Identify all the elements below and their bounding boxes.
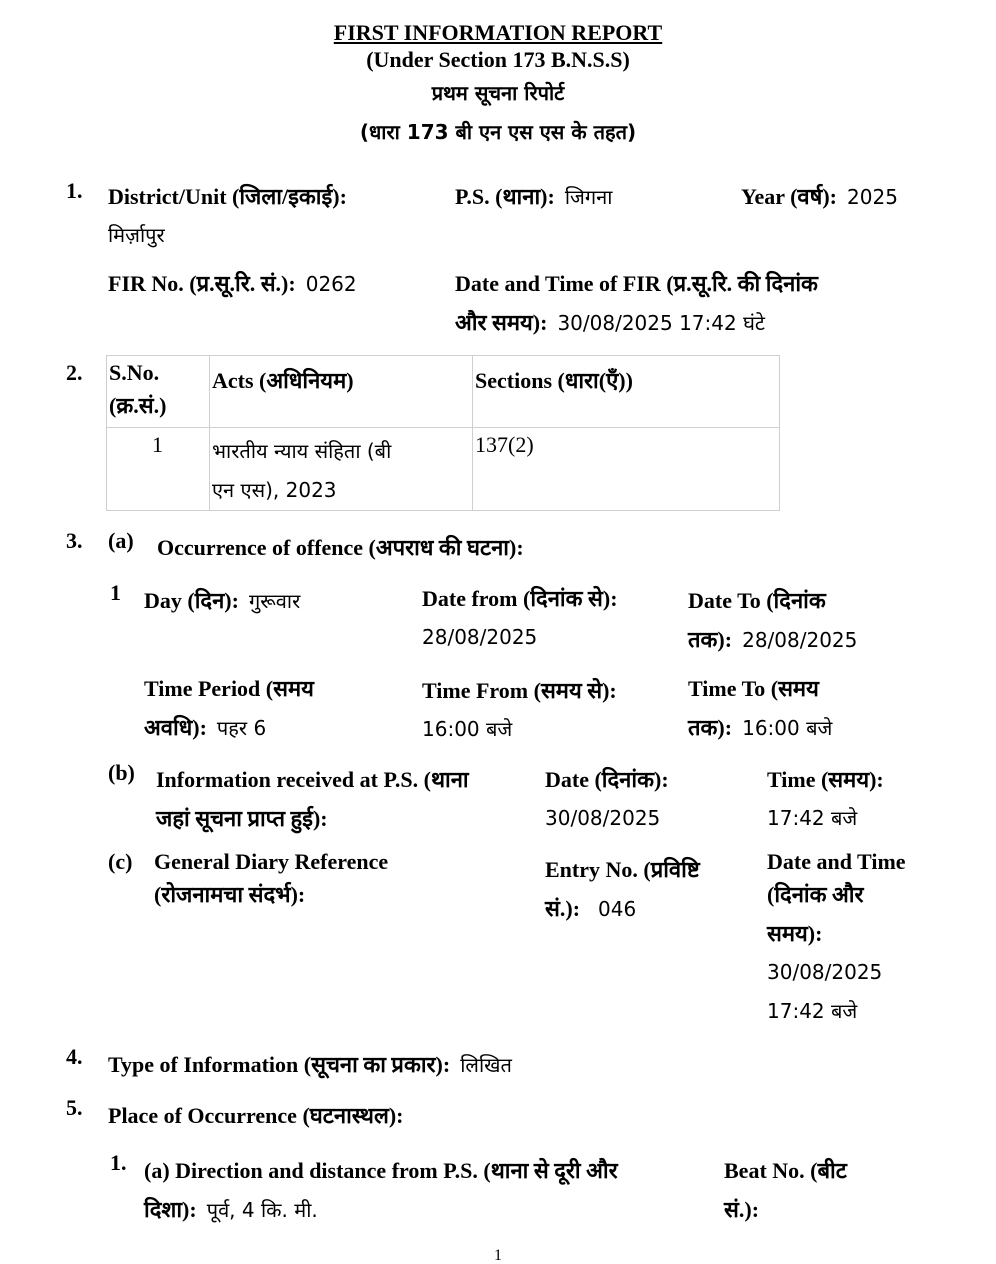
- section-3-number: 3.: [66, 528, 83, 553]
- date-to-value: 28/08/2025: [742, 628, 858, 652]
- entry-no-value: 046: [598, 897, 637, 921]
- diary-ref-label-2: (रोजनामचा संदर्भ):: [154, 882, 306, 907]
- diary-datetime-label-2: (दिनांक और: [767, 882, 864, 907]
- entry-no: [545, 898, 636, 920]
- section-1-number: 1.: [66, 178, 83, 203]
- table-header-sections: Sections (धारा(एँ)): [475, 368, 633, 393]
- district-value: मिर्ज़ापुर: [108, 223, 165, 247]
- fir-datetime: [455, 312, 765, 334]
- diary-date-value: 30/08/2025: [767, 960, 883, 984]
- diary-ref-label: General Diary Reference: [154, 849, 389, 874]
- time-period: [144, 717, 266, 739]
- section-4-number: 4.: [66, 1044, 83, 1069]
- direction-distance-value: पूर्व, 4 कि. मी.: [206, 1198, 318, 1222]
- date-from-value: 28/08/2025: [422, 625, 538, 649]
- ps-value: जिगना: [564, 185, 613, 209]
- beat-no-label: Beat No. (बीट: [724, 1158, 847, 1183]
- beat-no-label-2: सं.):: [724, 1197, 760, 1222]
- info-date-value: 30/08/2025: [545, 806, 661, 830]
- time-to: [688, 717, 832, 739]
- info-received-label-2: जहां सूचना प्राप्त हुई):: [156, 806, 328, 831]
- table-divider: [209, 356, 210, 510]
- fir-label: FIR No. (प्र.सू.रि. सं.):: [108, 271, 296, 296]
- date-from-label: Date from (दिनांक से):: [422, 586, 618, 611]
- occurrence-item-number: 1: [110, 580, 121, 605]
- table-header-acts: Acts (अधिनियम): [212, 368, 354, 393]
- time-from-label: Time From (समय से):: [422, 678, 617, 703]
- date-to: [688, 629, 857, 651]
- day: [144, 590, 300, 612]
- year: [741, 186, 898, 208]
- fir-datetime-value: 30/08/2025 17:42 घंटे: [557, 311, 765, 335]
- time-period-label-2: अवधि):: [144, 715, 207, 740]
- direction-distance-label-2: दिशा):: [144, 1197, 197, 1222]
- time-from-value: 16:00 बजे: [422, 717, 513, 741]
- information-type: [108, 1054, 512, 1076]
- occurrence-title: Occurrence of offence (अपराध की घटना):: [157, 535, 524, 560]
- diary-datetime-label-3: समय):: [767, 921, 823, 946]
- table-cell-act-2: एन एस), 2023: [212, 478, 337, 502]
- direction-distance: [144, 1199, 318, 1221]
- time-to-label-2: तक):: [688, 715, 733, 740]
- info-time-label: Time (समय):: [767, 767, 884, 792]
- entry-no-label-2: सं.):: [545, 896, 581, 921]
- diary-datetime-label: Date and Time: [767, 849, 906, 874]
- information-type-label: Type of Information (सूचना का प्रकार):: [108, 1052, 451, 1077]
- day-label: Day (दिन):: [144, 588, 239, 613]
- sub-c-label: (c): [108, 849, 133, 874]
- time-period-label: Time Period (समय: [144, 676, 314, 701]
- diary-time-value: 17:42 बजे: [767, 999, 858, 1023]
- time-period-value: पहर 6: [216, 716, 267, 740]
- date-to-label: Date To (दिनांक: [688, 588, 826, 613]
- info-date-label: Date (दिनांक):: [545, 767, 669, 792]
- table-divider: [107, 427, 779, 428]
- fir-datetime-label-2: और समय):: [455, 310, 548, 335]
- fir-datetime-label: Date and Time of FIR (प्र.सू.रि. की दिनांक: [455, 271, 818, 296]
- place-of-occurrence-label: Place of Occurrence (घटनास्थल):: [108, 1103, 404, 1128]
- report-title: FIRST INFORMATION REPORT: [333, 20, 663, 45]
- entry-no-label: Entry No. (प्रविष्टि: [545, 857, 700, 882]
- table-header-sno: S.No.: [109, 360, 160, 385]
- sub-a-label: (a): [108, 528, 134, 553]
- fir-number: [108, 273, 357, 295]
- table-cell-section: 137(2): [475, 432, 534, 457]
- info-time-value: 17:42 बजे: [767, 806, 858, 830]
- page-number: 1: [494, 1247, 502, 1264]
- ps-label: P.S. (थाना):: [455, 184, 555, 209]
- report-subtitle-hindi: (धारा 173 बी एन एस एस के तहत): [359, 120, 637, 144]
- direction-distance-label: (a) Direction and distance from P.S. (थाना से दूरी और: [144, 1158, 618, 1183]
- time-to-label: Time To (समय: [688, 676, 819, 701]
- table-cell-sno: 1: [152, 432, 163, 457]
- date-to-label-2: तक):: [688, 627, 733, 652]
- year-label: Year (वर्ष):: [741, 184, 838, 209]
- year-value: 2025: [847, 185, 898, 209]
- place-item-number: 1.: [110, 1150, 127, 1175]
- table-cell-act: भारतीय न्याय संहिता (बी: [212, 439, 392, 463]
- info-received-label: Information received at P.S. (थाना: [156, 767, 469, 792]
- sub-b-label: (b): [108, 760, 135, 785]
- section-2-number: 2.: [66, 360, 83, 385]
- report-title-hindi: प्रथम सूचना रिपोर्ट: [431, 81, 565, 105]
- section-5-number: 5.: [66, 1095, 83, 1120]
- acts-table: [106, 355, 780, 511]
- report-subtitle: (Under Section 173 B.N.S.S): [366, 47, 630, 72]
- day-value: गुरूवार: [248, 589, 301, 613]
- information-type-value: लिखित: [460, 1053, 512, 1077]
- police-station: [455, 186, 612, 208]
- table-divider: [472, 356, 473, 510]
- table-header-sno-hindi: (क्र.सं.): [109, 393, 167, 418]
- district-label: District/Unit (जिला/इकाई):: [108, 184, 347, 209]
- time-to-value: 16:00 बजे: [742, 716, 833, 740]
- fir-value: 0262: [305, 272, 357, 296]
